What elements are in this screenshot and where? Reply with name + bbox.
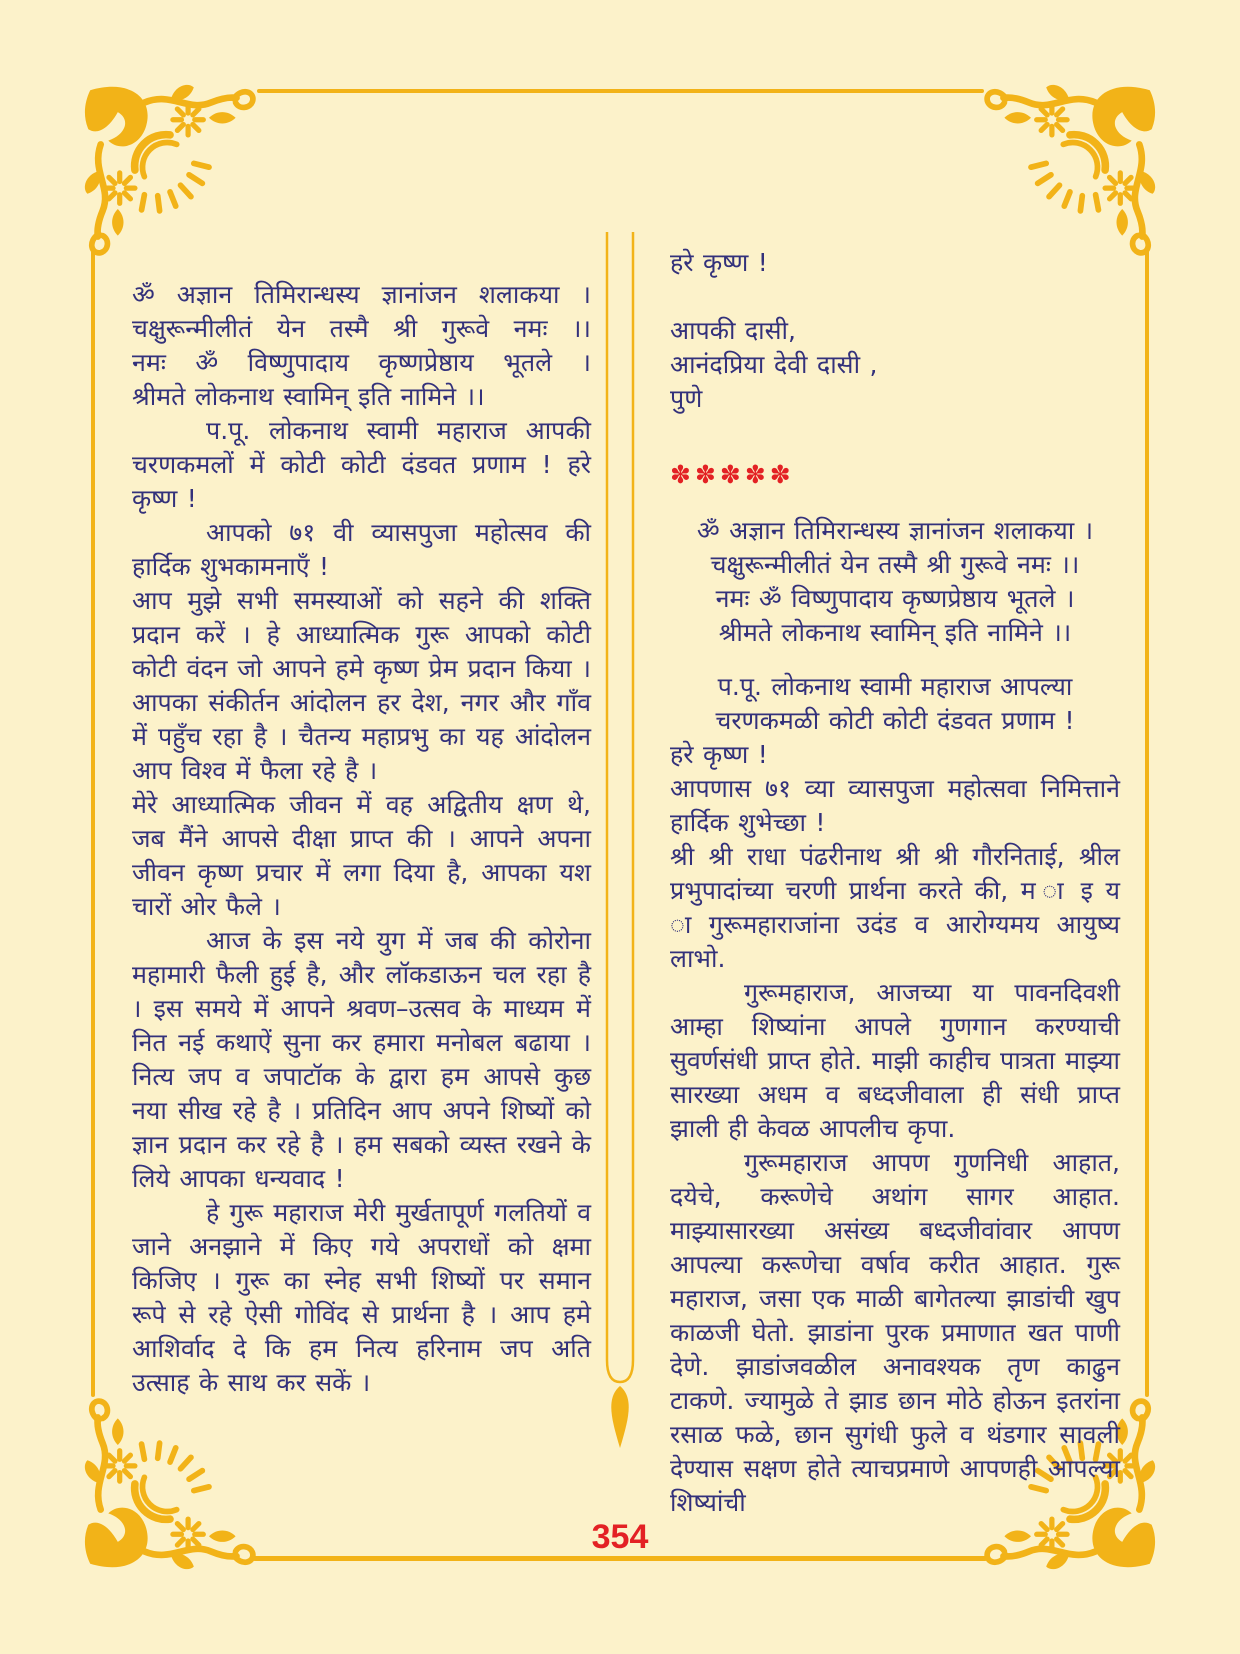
signature-line: आपकी दासी, xyxy=(670,316,796,345)
verse-line: चक्षुरून्मीलीतं येन तस्मै श्री गुरूवे नमः ।। xyxy=(710,550,1080,579)
invocation-verse-right xyxy=(670,514,1120,650)
paragraph-body: मेरे आध्यात्मिक जीवन में वह अद्वितीय क्षण थे, जब मैंने आपसे दीक्षा प्राप्त की । आपने अपना जीवन कृष्ण प्रचार में लगा दिया है, आपका यश चारों ओर फैले । xyxy=(132,790,591,921)
paragraph-body: हे गुरू महाराज मेरी मुर्खतापूर्ण गलतियों व जाने अनझाने में किए गये अपराधों को क्षमा किजिए । गुरू का स्नेह सभी शिष्यों पर समान रूपे से रहे ऐसी गोविंद से प्रार्थना है । आप हमे आशिर्वाद दे कि हम नित्य हरिनाम जप अति उत्साह के साथ कर सकें । xyxy=(132,1198,591,1397)
right-column xyxy=(670,246,1120,1520)
pranam-line: प.पू. लोकनाथ स्वामी महाराज आपल्या xyxy=(717,672,1073,701)
paragraph-greeting: आपको ७१ वी व्यासपुजा महोत्सव की हार्दिक शुभकामनाएँ ! xyxy=(132,518,591,581)
column-divider-arrow xyxy=(598,232,642,1450)
paragraph-body: आज के इस नये युग में जब की कोरोना महामारी फैली हुई है, और लॉकडाऊन चल रहा है । इस समये में आपने श्रवण–उत्सव के माध्यम में नित नई कथाऐं सुना कर हमारा मनोबल बढाया । नित्य जप व जपाटॉक के द्वारा हम आपसे कुछ नया सीख रहे है । प्रतिदिन आप अपने शिष्यों को ज्ञान प्रदान कर रहे है । हम सबको व्यस्त रखने के लिये आपका धन्यवाद ! xyxy=(132,926,591,1193)
paragraph-body: गुरूमहाराज, आजच्या या पावनदिवशी आम्हा शिष्यांना आपले गुणगान करण्याची सुवर्णसंधी प्राप्त होते. माझी काहीच पात्रता माझ्या सारख्या अधम व बध्दजीवाला ही संधी प्राप्त झाली ही केवळ आपलीच कृपा. xyxy=(670,978,1120,1143)
pranam-line: चरणकमळी कोटी कोटी दंडवत प्रणाम ! xyxy=(715,706,1075,735)
signature-line: आनंदप्रिया देवी दासी , xyxy=(670,350,878,379)
pranam-block xyxy=(670,670,1120,738)
border-right xyxy=(1145,247,1149,1397)
border-top xyxy=(257,89,984,93)
verse-line: ॐ अज्ञान तिमिरान्धस्य ज्ञानांजन शलाकया । xyxy=(132,280,591,309)
border-left xyxy=(91,247,95,1397)
verse-line: चक्षुरून्मीलीतं येन तस्मै श्री गुरूवे नमः ।। xyxy=(132,314,591,343)
paragraph-salutation: प.पू. लोकनाथ स्वामी महाराज आपकी चरणकमलों में कोटी कोटी दंडवत प्रणाम ! हरे कृष्ण ! xyxy=(132,416,591,513)
paragraph-body: आप मुझे सभी समस्याओं को सहने की शक्ति प्रदान करें । हे आध्यात्मिक गुरू आपको कोटी कोटी वंदन जो आपने हमे कृष्ण प्रेम प्रदान किया । आपका संकीर्तन आंदोलन हर देश, नगर और गाँव में पहुँच रहा है । चैतन्य महाप्रभु का यह आंदोलन आप विश्व में फैला रहे है । xyxy=(132,586,591,785)
verse-line: श्रीमते लोकनाथ स्वामिन् इति नामिने ।। xyxy=(718,618,1072,647)
left-column xyxy=(132,278,591,1400)
paragraph-prayer: श्री श्री राधा पंढरीनाथ श्री श्री गौरनिताई, श्रील प्रभुपादांच्या चरणी प्रार्थना करते की, म ा इ य ा गुरूमहाराजांना उदंड व आरोग्यमय आयुष्य लाभो. xyxy=(670,842,1120,973)
page-number: 354 xyxy=(591,1518,649,1556)
paragraph-body: गुरूमहाराज आपण गुणनिधी आहात, दयेचे, करूणेचे अथांग सागर आहात. माझ्यासारख्या असंख्य बध्दजीवांवार आपण आपल्या करूणेचा वर्षाव करीत आहात. गुरू महाराज, जसा एक माळी बागेतल्या झाडांची खुप काळजी घेतो. झाडांना पुरक प्रमाणात खत पाणी देणे. झाडांजवळील अनावश्यक तृण काढुन टाकणे. ज्यामुळे ते झाड छान मोठे होऊन इतरांना रसाळ फळे, छान सुगंधी फुले व थंडगार सावली देण्यास सक्षण होते त्याचप्रमाणे आपणही आपल्या शिष्यांची xyxy=(670,1148,1120,1517)
invocation-verse-left xyxy=(132,278,591,414)
verse-line: नमः ॐ विष्णुपादाय कृष्णप्रेष्ठाय भूतले । xyxy=(132,348,591,377)
verse-line: ॐ अज्ञान तिमिरान्धस्य ज्ञानांजन शलाकया । xyxy=(696,516,1094,545)
verse-line: श्रीमते लोकनाथ स्वामिन् इति नामिने ।। xyxy=(132,382,485,411)
floral-corner-ornament-top-right xyxy=(974,76,1164,266)
paragraph-greeting: आपणास ७१ व्या व्यासपुजा महोत्सवा निमित्ताने हार्दिक शुभेच्छा ! xyxy=(670,774,1120,837)
salutation-line: हरे कृष्ण ! xyxy=(670,248,768,277)
salutation-line: हरे कृष्ण ! xyxy=(670,740,768,769)
signature-block xyxy=(670,314,1120,416)
section-separator-asterisks: ✽✽✽✽✽ xyxy=(670,460,795,489)
verse-line: नमः ॐ विष्णुपादाय कृष्णप्रेष्ठाय भूतले । xyxy=(715,584,1075,613)
signature-line: पुणे xyxy=(670,384,703,413)
floral-corner-ornament-top-left xyxy=(76,76,266,266)
